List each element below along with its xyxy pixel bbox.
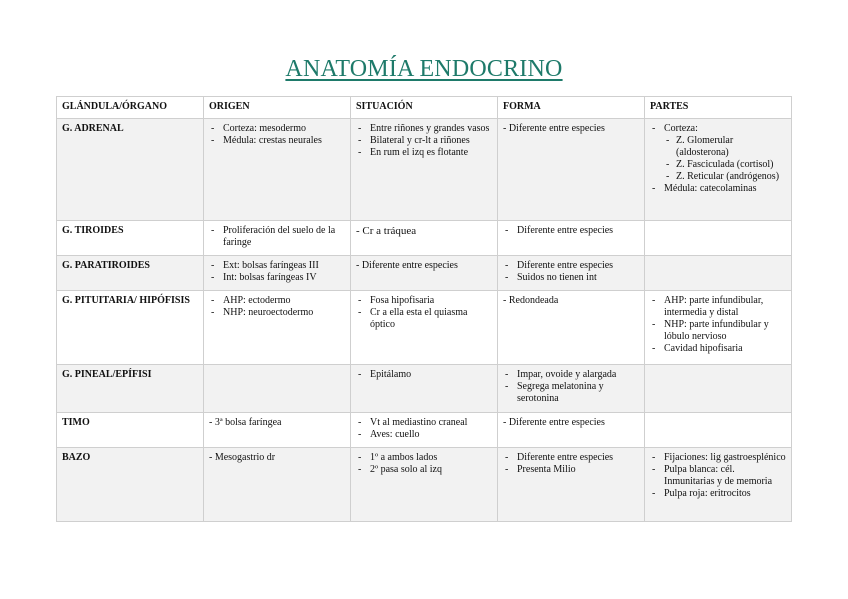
list-item xyxy=(650,123,786,183)
list-item: - Médula: crestas neurales xyxy=(209,135,345,147)
origen-cell xyxy=(204,291,351,365)
origen-cell: - Mesogastrio dr xyxy=(204,448,351,522)
list-item: - Ext: bolsas faríngeas III xyxy=(209,260,345,272)
origen-cell xyxy=(204,119,351,221)
situacion-cell xyxy=(351,448,498,522)
partes-cell xyxy=(645,221,792,256)
table-row xyxy=(57,448,792,522)
list-item: - 2º pasa solo al izq xyxy=(356,464,492,476)
list-item: - Vt al mediastino craneal xyxy=(356,417,492,429)
list-item: - Aves: cuello xyxy=(356,429,492,441)
list-item: - Fijaciones: lig gastroesplénico xyxy=(650,452,786,464)
organ-cell: G. PITUITARIA/ HIPÓFISIS xyxy=(57,291,204,365)
partes-cell xyxy=(645,256,792,291)
header-forma: FORMA xyxy=(498,97,645,119)
situacion-text: - Cr a tráquea xyxy=(356,225,417,237)
sub-list-item: - Z. Reticular (andrógenos) xyxy=(664,171,786,183)
organ-cell: TIMO xyxy=(57,413,204,448)
list-item: - Presenta Milio xyxy=(503,464,639,476)
sub-list-item: - Z. Glomerular (aldosterona) xyxy=(664,135,786,159)
list-item: - Pulpa blanca: cél. Inmunitarias y de memoria xyxy=(650,464,786,488)
list-item: - Cr a ella esta el quiasma óptico xyxy=(356,307,492,331)
list-item: - Diferente entre especies xyxy=(503,452,639,464)
forma-cell: - Redondeada xyxy=(498,291,645,365)
list-item: - 1º a ambos lados xyxy=(356,452,492,464)
situacion-cell xyxy=(351,291,498,365)
list-item: - Corteza: mesodermo xyxy=(209,123,345,135)
list-item: - Pulpa roja: eritrocitos xyxy=(650,488,786,500)
sub-list-item: - Z. Fasciculada (cortisol) xyxy=(664,159,786,171)
header-situacion: SITUACIÓN xyxy=(351,97,498,119)
list-item: - Impar, ovoide y alargada xyxy=(503,369,639,381)
list-item: - Int: bolsas faríngeas IV xyxy=(209,272,345,284)
header-glandula: GLÁNDULA/ÓRGANO xyxy=(57,97,204,119)
forma-cell xyxy=(498,448,645,522)
situacion-cell: - Diferente entre especies xyxy=(351,256,498,291)
list-item-label: Corteza: xyxy=(664,123,698,134)
table-row xyxy=(57,365,792,413)
origen-cell: - 3ª bolsa faríngea xyxy=(204,413,351,448)
list-item: - Cavidad hipofisaria xyxy=(650,343,786,355)
table-row xyxy=(57,119,792,221)
table-row xyxy=(57,221,792,256)
header-partes: PARTES xyxy=(645,97,792,119)
list-item: - Suidos no tienen int xyxy=(503,272,639,284)
header-origen: ORIGEN xyxy=(204,97,351,119)
partes-cell xyxy=(645,448,792,522)
origen-cell xyxy=(204,221,351,256)
forma-cell: - Diferente entre especies xyxy=(498,413,645,448)
situacion-cell xyxy=(351,119,498,221)
list-item: - En rum el izq es flotante xyxy=(356,147,492,159)
situacion-cell xyxy=(351,221,498,256)
list-item: - AHP: ectodermo xyxy=(209,295,345,307)
page-title: ANATOMÍA ENDOCRINO xyxy=(285,56,563,82)
forma-cell xyxy=(498,221,645,256)
forma-cell xyxy=(498,365,645,413)
organ-cell: G. PARATIROIDES xyxy=(57,256,204,291)
list-item: - Segrega melatonina y serotonina xyxy=(503,381,639,405)
partes-cell xyxy=(645,365,792,413)
partes-cell xyxy=(645,291,792,365)
origen-cell xyxy=(204,365,351,413)
organ-cell: G. TIROIDES xyxy=(57,221,204,256)
list-item: - NHP: parte infundibular y lóbulo nervioso xyxy=(650,319,786,343)
list-item: - Proliferación del suelo de la faringe xyxy=(209,225,345,249)
table-row xyxy=(57,413,792,448)
situacion-cell xyxy=(351,365,498,413)
organ-cell: G. ADRENAL xyxy=(57,119,204,221)
list-item: - Médula: catecolaminas xyxy=(650,183,786,195)
organ-cell: G. PINEAL/EPÍFISI xyxy=(57,365,204,413)
situacion-cell xyxy=(351,413,498,448)
table-row xyxy=(57,291,792,365)
list-item: - Diferente entre especies xyxy=(503,260,639,272)
forma-cell xyxy=(498,256,645,291)
list-item: - Bilateral y cr-lt a riñones xyxy=(356,135,492,147)
organ-cell: BAZO xyxy=(57,448,204,522)
partes-cell xyxy=(645,413,792,448)
anatomy-table xyxy=(56,96,792,522)
partes-cell xyxy=(645,119,792,221)
list-item: - Fosa hipofisaria xyxy=(356,295,492,307)
list-item: - NHP: neuroectodermo xyxy=(209,307,345,319)
list-item: - Epitálamo xyxy=(356,369,492,381)
list-item: - Diferente entre especies xyxy=(503,225,639,237)
list-item: - Entre riñones y grandes vasos xyxy=(356,123,492,135)
forma-cell: - Diferente entre especies xyxy=(498,119,645,221)
table-row xyxy=(57,256,792,291)
origen-cell xyxy=(204,256,351,291)
header-row xyxy=(57,97,792,119)
list-item: - AHP: parte infundibular, intermedia y distal xyxy=(650,295,786,319)
